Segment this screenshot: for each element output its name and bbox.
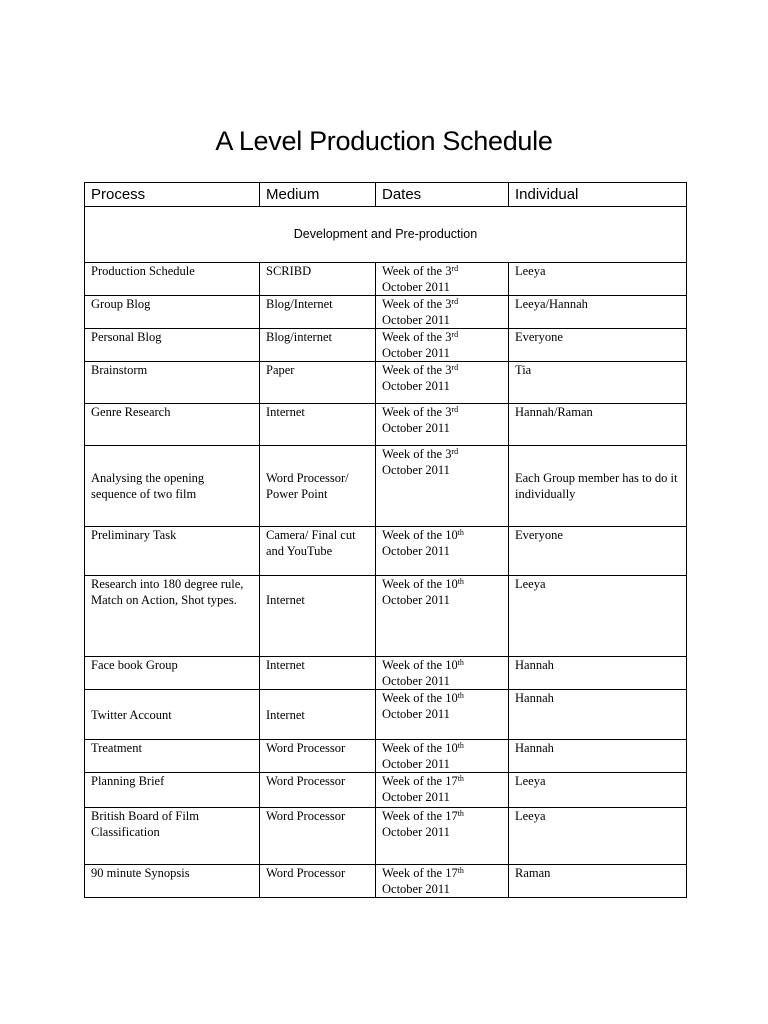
dates-cell: Week of the 10th October 2011 (376, 576, 509, 657)
individual-cell: Leeya (509, 263, 687, 296)
individual-cell: Raman (509, 865, 687, 898)
production-schedule-table (84, 182, 687, 898)
dates-cell: Week of the 3rd October 2011 (376, 296, 509, 329)
medium-cell: Word Processor (260, 865, 376, 898)
medium-cell: Internet (260, 690, 376, 740)
medium-cell: Blog/Internet (260, 296, 376, 329)
table-row (85, 576, 687, 657)
dates-cell: Week of the 3rd October 2011 (376, 446, 509, 527)
table-row (85, 296, 687, 329)
dates-cell: Week of the 10th October 2011 (376, 657, 509, 690)
header-dates: Dates (376, 183, 509, 207)
table-row (85, 527, 687, 576)
table-row (85, 446, 687, 527)
table-row (85, 329, 687, 362)
medium-cell: Word Processor (260, 740, 376, 773)
individual-cell: Hannah (509, 740, 687, 773)
dates-cell: Week of the 10th October 2011 (376, 690, 509, 740)
process-cell: Brainstorm (85, 362, 260, 404)
process-cell: Research into 180 degree rule, Match on Action, Shot types. (85, 576, 260, 657)
process-cell: Production Schedule (85, 263, 260, 296)
dates-cell: Week of the 10th October 2011 (376, 527, 509, 576)
process-cell: Treatment (85, 740, 260, 773)
medium-cell: Blog/internet (260, 329, 376, 362)
process-cell: Preliminary Task (85, 527, 260, 576)
individual-cell: Leeya (509, 808, 687, 865)
process-cell: Planning Brief (85, 773, 260, 808)
individual-cell: Leeya/Hannah (509, 296, 687, 329)
header-process: Process (85, 183, 260, 207)
section-row (85, 207, 687, 263)
process-cell: Face book Group (85, 657, 260, 690)
dates-cell: Week of the 3rd October 2011 (376, 362, 509, 404)
dates-cell: Week of the 3rd October 2011 (376, 404, 509, 446)
process-cell: British Board of Film Classification (85, 808, 260, 865)
medium-cell: Paper (260, 362, 376, 404)
medium-cell: Word Processor (260, 808, 376, 865)
table-row (85, 808, 687, 865)
process-cell: Personal Blog (85, 329, 260, 362)
individual-cell: Everyone (509, 527, 687, 576)
medium-cell: SCRIBD (260, 263, 376, 296)
table-header-row (85, 183, 687, 207)
header-medium: Medium (260, 183, 376, 207)
individual-cell: Leeya (509, 576, 687, 657)
individual-cell: Hannah (509, 657, 687, 690)
individual-cell: Tia (509, 362, 687, 404)
medium-cell: Camera/ Final cut and YouTube (260, 527, 376, 576)
medium-cell: Internet (260, 657, 376, 690)
table-row (85, 740, 687, 773)
dates-cell: Week of the 3rd October 2011 (376, 329, 509, 362)
table-row (85, 657, 687, 690)
dates-cell: Week of the 17th October 2011 (376, 773, 509, 808)
table-row (85, 690, 687, 740)
medium-cell: Internet (260, 404, 376, 446)
individual-cell: Hannah/Raman (509, 404, 687, 446)
process-cell: Twitter Account (85, 690, 260, 740)
medium-cell: Internet (260, 576, 376, 657)
individual-cell: Each Group member has to do it individually (509, 446, 687, 527)
process-cell: Genre Research (85, 404, 260, 446)
process-cell: 90 minute Synopsis (85, 865, 260, 898)
dates-cell: Week of the 17th October 2011 (376, 808, 509, 865)
table-row (85, 865, 687, 898)
table-row (85, 773, 687, 808)
process-cell: Analysing the opening sequence of two film (85, 446, 260, 527)
dates-cell: Week of the 10th October 2011 (376, 740, 509, 773)
individual-cell: Hannah (509, 690, 687, 740)
process-cell: Group Blog (85, 296, 260, 329)
individual-cell: Leeya (509, 773, 687, 808)
table-row (85, 263, 687, 296)
medium-cell: Word Processor (260, 773, 376, 808)
medium-cell: Word Processor/ Power Point (260, 446, 376, 527)
table-row (85, 404, 687, 446)
individual-cell: Everyone (509, 329, 687, 362)
document-title: A Level Production Schedule (215, 126, 553, 156)
dates-cell: Week of the 17th October 2011 (376, 865, 509, 898)
dates-cell: Week of the 3rd October 2011 (376, 263, 509, 296)
table-row (85, 362, 687, 404)
header-individual: Individual (509, 183, 687, 207)
section-heading: Development and Pre-production (85, 207, 687, 263)
